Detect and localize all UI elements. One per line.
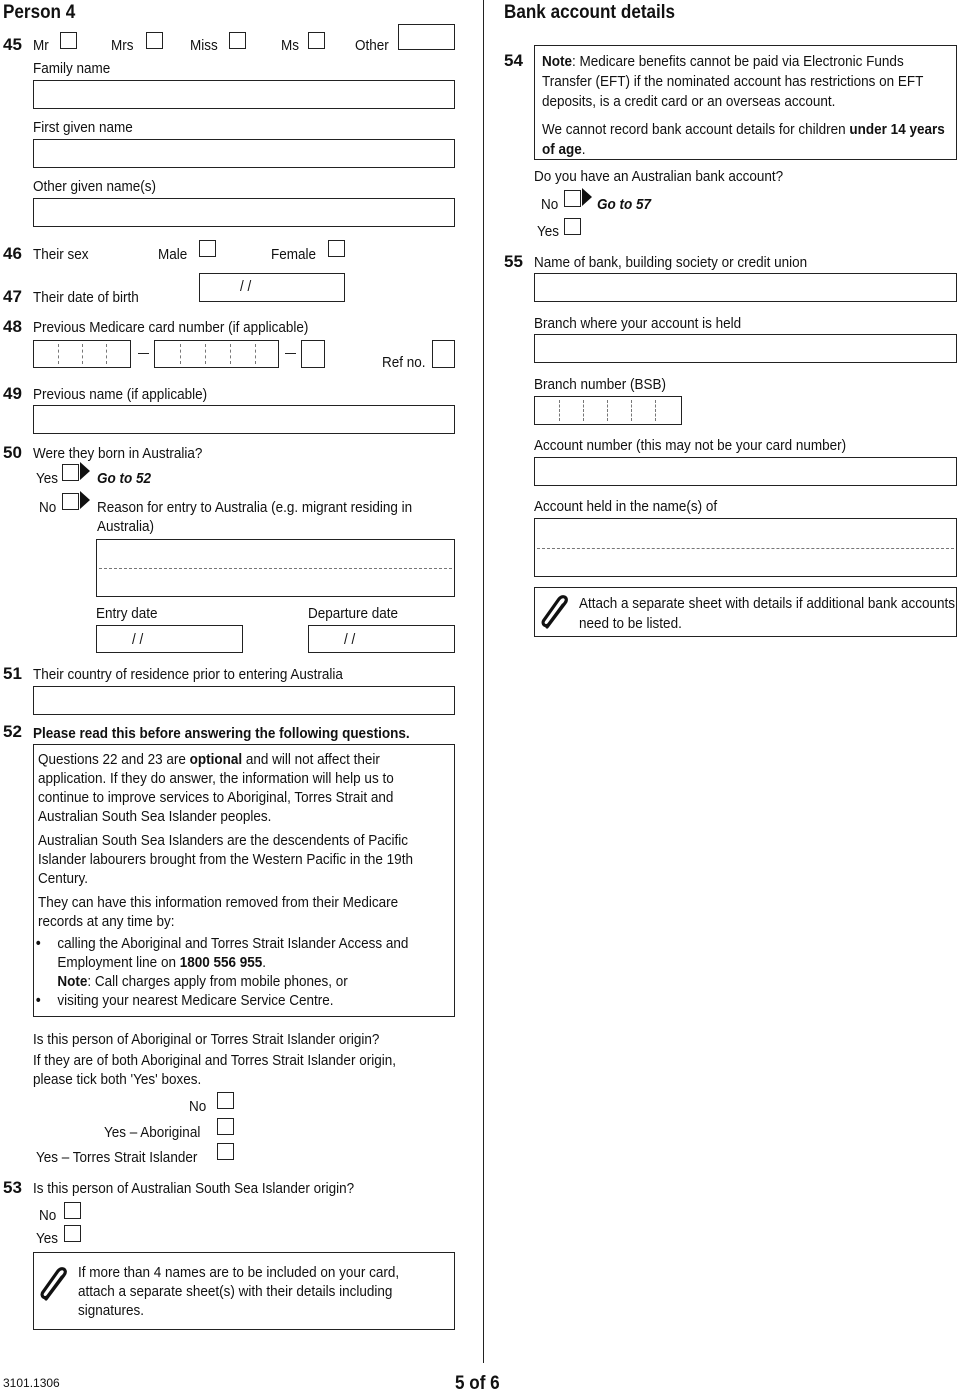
- departure-date-field[interactable]: [308, 625, 455, 653]
- children-note-text: We cannot record bank account details for children under 14 years of age.: [542, 121, 945, 158]
- born-yes-goto: Go to 52: [97, 470, 152, 487]
- go-to-arrow-icon: [582, 188, 592, 206]
- first-name-label: First given name: [33, 119, 133, 136]
- title-ms-checkbox[interactable]: [308, 32, 325, 49]
- prev-medicare-label: Previous Medicare card number (if applicable): [33, 319, 309, 336]
- origin-torres-checkbox[interactable]: [217, 1143, 234, 1160]
- info-paragraph-1: Questions 22 and 23 are optional and will not affect their application. If they do answer, the information will help us to continue to improve services to Aboriginal, Torres Strait and Australian South Sea Islander peoples.: [38, 751, 394, 825]
- optional-info-box: [33, 744, 455, 1017]
- dob-label: Their date of birth: [33, 289, 139, 306]
- dob-field[interactable]: [199, 273, 345, 302]
- entry-date-label: Entry date: [96, 605, 158, 622]
- south-sea-no-label: No: [39, 1207, 57, 1224]
- account-number-label: Account number (this may not be your card number): [534, 437, 847, 454]
- sex-female-label: Female: [271, 246, 317, 263]
- born-no-label: No: [39, 499, 57, 516]
- family-name-label: Family name: [33, 60, 111, 77]
- prior-residence-label: Their country of residence prior to entering Australia: [33, 666, 343, 683]
- bank-no-checkbox[interactable]: [564, 190, 581, 207]
- info-paragraph-3: They can have this information removed from their Medicare records at any time by:: [38, 894, 399, 930]
- account-number-field[interactable]: [534, 457, 957, 486]
- other-names-field[interactable]: [33, 198, 455, 227]
- origin-aboriginal-checkbox[interactable]: [217, 1118, 234, 1135]
- question-number-46: 46: [3, 244, 22, 263]
- separator-dash: [138, 353, 149, 354]
- bullet-visit-centre: • visiting your nearest Medicare Service Centre.: [34, 991, 446, 1010]
- bank-yes-label: Yes: [537, 223, 560, 240]
- title-other-label: Other: [355, 37, 389, 54]
- entry-date-field[interactable]: [96, 625, 243, 653]
- departure-date-slashes: / /: [344, 631, 356, 648]
- other-names-label: Other given name(s): [33, 178, 157, 195]
- paperclip-icon: [539, 593, 573, 633]
- question-number-49: 49: [3, 384, 22, 403]
- prev-medicare-group-3[interactable]: [301, 340, 325, 368]
- sex-male-checkbox[interactable]: [199, 240, 216, 257]
- attach-bank-note: Attach a separate sheet with details if additional bank accounts need to be listed.: [579, 595, 955, 632]
- page-number: 5 of 6: [455, 1373, 500, 1394]
- title-mr-label: Mr: [33, 37, 49, 54]
- title-mrs-label: Mrs: [111, 37, 134, 54]
- title-mr-checkbox[interactable]: [60, 32, 77, 49]
- question-number-54: 54: [504, 51, 523, 70]
- bank-name-label: Name of bank, building society or credit union: [534, 254, 808, 271]
- origin-torres-label: Yes – Torres Strait Islander: [36, 1149, 198, 1166]
- question-number-45: 45: [3, 35, 22, 54]
- origin-question: Is this person of Aboriginal or Torres Strait Islander origin?: [33, 1031, 380, 1048]
- prev-medicare-group-2[interactable]: [154, 340, 279, 368]
- title-miss-label: Miss: [190, 37, 218, 54]
- account-held-label: Account held in the name(s) of: [534, 498, 718, 515]
- form-code: 3101.1306: [3, 1376, 60, 1390]
- sex-male-label: Male: [158, 246, 188, 263]
- born-yes-checkbox[interactable]: [62, 464, 79, 481]
- question-number-52: 52: [3, 722, 22, 741]
- eft-note-box: [534, 45, 957, 160]
- entry-reason-label: Reason for entry to Australia (e.g. migrant residing in Australia): [97, 499, 413, 535]
- bank-account-question: Do you have an Australian bank account?: [534, 168, 784, 185]
- title-miss-checkbox[interactable]: [229, 32, 246, 49]
- origin-hint: If they are of both Aboriginal and Torres Strait Islander origin, please tick both 'Yes' boxes.: [33, 1052, 396, 1088]
- title-other-field[interactable]: [398, 24, 455, 50]
- sex-female-checkbox[interactable]: [328, 240, 345, 257]
- departure-date-label: Departure date: [308, 605, 399, 622]
- dob-slashes: / /: [240, 278, 252, 295]
- ref-no-label: Ref no.: [382, 354, 426, 371]
- south-sea-question: Is this person of Australian South Sea Islander origin?: [33, 1180, 355, 1197]
- bank-no-goto: Go to 57: [597, 196, 652, 213]
- bank-details-heading: Bank account details: [504, 2, 676, 23]
- question-number-53: 53: [3, 1178, 22, 1197]
- separator-dash: [285, 353, 296, 354]
- bank-yes-checkbox[interactable]: [564, 218, 581, 235]
- account-held-field[interactable]: [534, 518, 957, 577]
- prev-medicare-group-1[interactable]: [33, 340, 131, 368]
- ref-no-field[interactable]: [432, 340, 455, 368]
- origin-no-checkbox[interactable]: [217, 1092, 234, 1109]
- first-name-field[interactable]: [33, 139, 455, 168]
- attach-bank-note-box: [534, 587, 957, 637]
- family-name-field[interactable]: [33, 80, 455, 109]
- branch-field[interactable]: [534, 334, 957, 363]
- branch-label: Branch where your account is held: [534, 315, 742, 332]
- bsb-label: Branch number (BSB): [534, 376, 667, 393]
- go-to-arrow-icon: [80, 462, 90, 480]
- person-heading: Person 4: [3, 2, 76, 23]
- entry-date-slashes: / /: [132, 631, 144, 648]
- origin-no-label: No: [189, 1098, 207, 1115]
- question-number-51: 51: [3, 664, 22, 683]
- paperclip-icon: [38, 1265, 72, 1305]
- title-ms-label: Ms: [281, 37, 299, 54]
- read-before-heading: Please read this before answering the following questions.: [33, 725, 410, 742]
- prev-name-label: Previous name (if applicable): [33, 386, 208, 403]
- prior-residence-field[interactable]: [33, 686, 455, 715]
- info-paragraph-2: Australian South Sea Islanders are the descendents of Pacific Islander labourers brought from the Western Pacific in the 19th Century.: [38, 832, 413, 887]
- bank-name-field[interactable]: [534, 273, 957, 302]
- attach-names-note: If more than 4 names are to be included on your card, attach a separate sheet(s) with their details including signatures.: [78, 1264, 400, 1319]
- attach-names-note-box: [33, 1252, 455, 1330]
- south-sea-yes-label: Yes: [36, 1230, 59, 1247]
- south-sea-no-checkbox[interactable]: [64, 1202, 81, 1219]
- born-no-checkbox[interactable]: [62, 493, 79, 510]
- question-number-55: 55: [504, 252, 523, 271]
- question-number-47: 47: [3, 287, 22, 306]
- question-number-48: 48: [3, 317, 22, 336]
- bsb-field[interactable]: [534, 396, 682, 425]
- sex-label: Their sex: [33, 246, 89, 263]
- origin-aboriginal-label: Yes – Aboriginal: [104, 1124, 201, 1141]
- removal-methods-list: [34, 934, 446, 1010]
- title-mrs-checkbox[interactable]: [146, 32, 163, 49]
- bullet-call-line: • calling the Aboriginal and Torres Strait Islander Access and Employment line on 1800 556 955. Note: Call charges apply from mobile phones, or: [34, 934, 446, 991]
- born-yes-label: Yes: [36, 470, 59, 487]
- go-to-arrow-icon: [80, 491, 90, 509]
- south-sea-yes-checkbox[interactable]: [64, 1225, 81, 1242]
- eft-note-text: Note: Medicare benefits cannot be paid via Electronic Funds Transfer (EFT) if the nominated account has restrictions on EFT deposits, is a credit card or an overseas account.: [542, 53, 924, 110]
- column-divider: [483, 0, 484, 1363]
- question-number-50: 50: [3, 443, 22, 462]
- prev-name-field[interactable]: [33, 405, 455, 434]
- entry-reason-field[interactable]: [96, 539, 455, 597]
- bank-no-label: No: [541, 196, 559, 213]
- born-australia-label: Were they born in Australia?: [33, 445, 203, 462]
